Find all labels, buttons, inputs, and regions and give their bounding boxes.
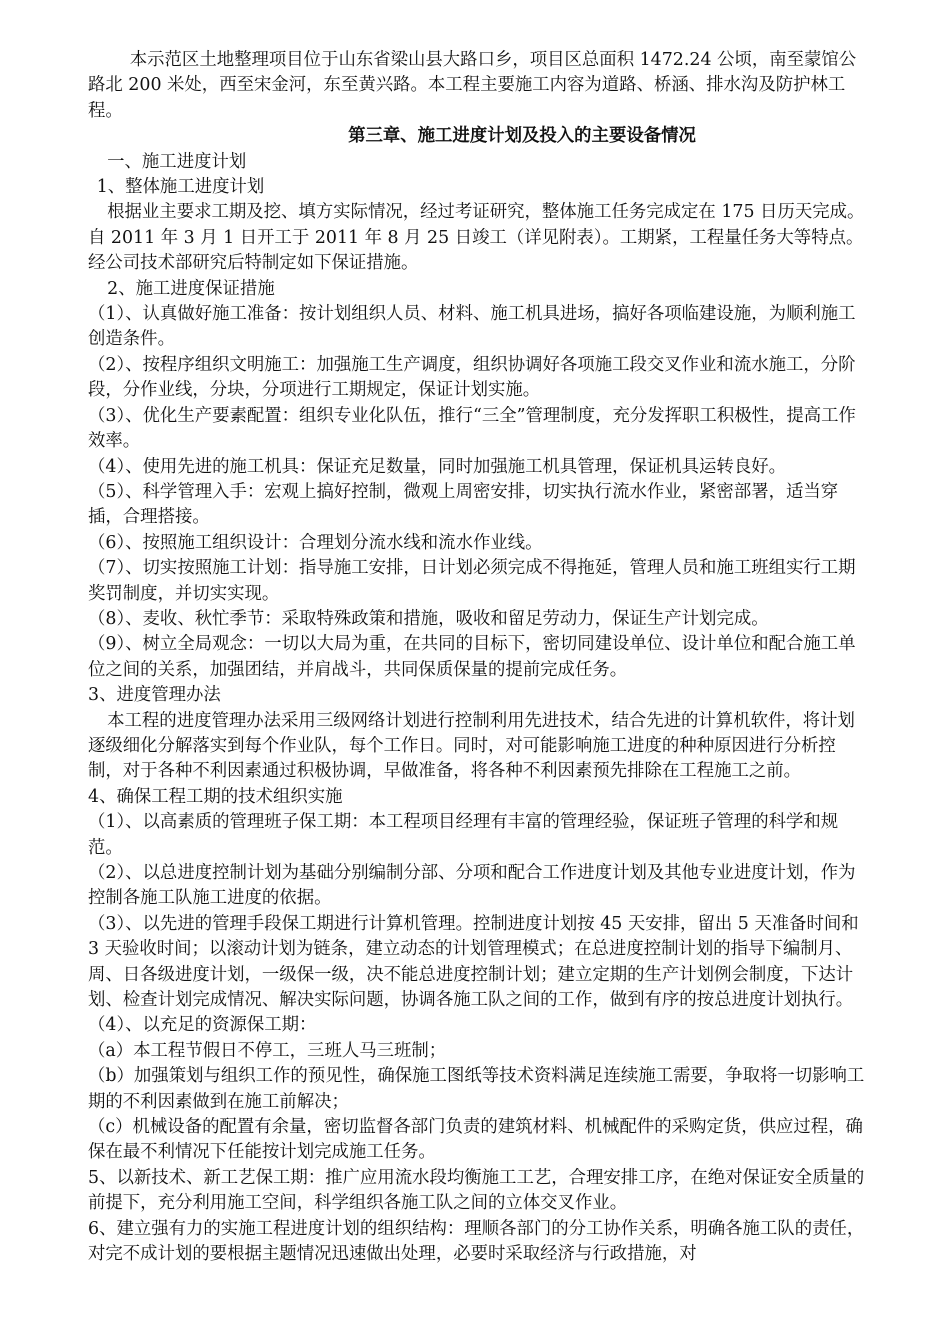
- measure-item: （1）、认真做好施工准备：按计划组织人员、材料、施工机具进场，搞好各项临建设施，为顺利施工创造条件。: [88, 304, 856, 350]
- subsection-heading-1: 1、整体施工进度计划: [96, 177, 265, 198]
- intro-paragraph: 本示范区土地整理项目位于山东省梁山县大路口乡，项目区总面积 1472.24 公顷，南至蒙馆公路北 200 米处，西至宋金河，东至黄兴路。本工程主要施工内容为道路、桥涵、排水沟及防护林工程。: [88, 50, 857, 121]
- technical-item: （3）、以先进的管理手段保工期进行计算机管理。控制进度计划按 45 天安排，留出 5 天准备时间和 3 天验收时间；以滚动计划为链条，建立动态的计划管理模式；在总进度控制计划的指导下编制月、周、日各级进度计划，一级保一级，决不能总进度控制计划；建立定期的生产计划例会制度，下达计划、检查计划完成情况、解决实际问题，协调各施工队之间的工作，做到有序的按总进度计划执行。: [88, 913, 859, 1011]
- measure-item: （8）、麦收、秋忙季节：采取特殊政策和措施，吸收和留足劳动力，保证生产计划完成。: [88, 608, 769, 629]
- subsection-5: 5、以新技术、新工艺保工期：推广应用流水段均衡施工工艺，合理安排工序，在绝对保证安全质量的前提下，充分利用施工空间，科学组织各施工队之间的立体交叉作业。: [88, 1167, 865, 1214]
- section-heading: 一、施工进度计划: [107, 151, 247, 172]
- measure-item: （6）、按照施工组织设计：合理划分流水线和流水作业线。: [88, 532, 543, 553]
- technical-item: （a）本工程节假日不停工，三班人马三班制；: [88, 1040, 447, 1061]
- technical-item: （b）加强策划与组织工作的预见性，确保施工图纸等技术资料满足连续施工需要，争取将一切影响工期的不利因素做到在施工前解决；: [88, 1066, 865, 1112]
- subsection-heading-2: 2、施工进度保证措施: [107, 278, 275, 299]
- measure-item: （9）、树立全局观念：一切以大局为重，在共同的目标下，密切同建设单位、设计单位和配合施工单位之间的关系，加强团结，并肩战斗，共同保质保量的提前完成任务。: [88, 634, 856, 680]
- technical-item: （c）机械设备的配置有余量，密切监督各部门负责的建筑材料、机械配件的采购定货，供应过程，确保在最不利情况下任能按计划完成施工任务。: [88, 1117, 863, 1163]
- technical-item: （4）、以充足的资源保工期：: [88, 1015, 317, 1036]
- chapter-title: 第三章、施工进度计划及投入的主要设备情况: [348, 126, 696, 147]
- subsection-heading-4: 4、确保工程工期的技术组织实施: [88, 786, 343, 807]
- subsection-body-1: 根据业主要求工期及挖、填方实际情况，经过考证研究，整体施工任务完成定在 175 日历天完成。自 2011 年 3 月 1 日开工于 2011 年 8 月 25 日竣工（详见附表）。工期紧，工程量任务大等特点。经公司技术部研究后特制定如下保证措施。: [88, 202, 865, 274]
- subsection-heading-3: 3、进度管理办法: [88, 685, 221, 706]
- measure-item: （5）、科学管理入手：宏观上搞好控制，微观上周密安排，切实执行流水作业，紧密部署，适当穿插，合理搭接。: [88, 481, 839, 528]
- subsection-body-3: 本工程的进度管理办法采用三级网络计划进行控制利用先进技术，结合先进的计算机软件，将计划逐级细化分解落实到每个作业队，每个工作日。同时，对可能影响施工进度的种种原因进行分析控制，对于各种不利因素通过积极协调，早做准备，将各种不利因素预先排除在工程施工之前。: [88, 710, 855, 782]
- measure-item: （4）、使用先进的施工机具：保证充足数量，同时加强施工机具管理，保证机具运转良好。: [88, 456, 786, 477]
- technical-item: （2）、以总进度控制计划为基础分别编制分部、分项和配合工作进度计划及其他专业进度计划，作为控制各施工队施工进度的依据。: [88, 863, 856, 909]
- subsection-6: 6、建立强有力的实施工程进度计划的组织结构：理顺各部门的分工协作关系，明确各施工队的责任，对完不成计划的要根据主题情况迅速做出处理，必要时采取经济与行政措施，对: [88, 1218, 865, 1265]
- measure-item: （3）、优化生产要素配置：组织专业化队伍，推行“三全”管理制度，充分发挥职工积极性，提高工作效率。: [88, 405, 856, 452]
- measure-item: （2）、按程序组织文明施工：加强施工生产调度，组织协调好各项施工段交叉作业和流水施工，分阶段，分作业线，分块，分项进行工期规定，保证计划实施。: [88, 354, 856, 401]
- technical-item: （1）、以高素质的管理班子保工期：本工程项目经理有丰富的管理经验，保证班子管理的科学和规范。: [88, 812, 839, 858]
- measure-item: （7）、切实按照施工计划：指导施工安排，日计划必须完成不得拖延，管理人员和施工班组实行工期奖罚制度，并切实实现。: [88, 558, 856, 604]
